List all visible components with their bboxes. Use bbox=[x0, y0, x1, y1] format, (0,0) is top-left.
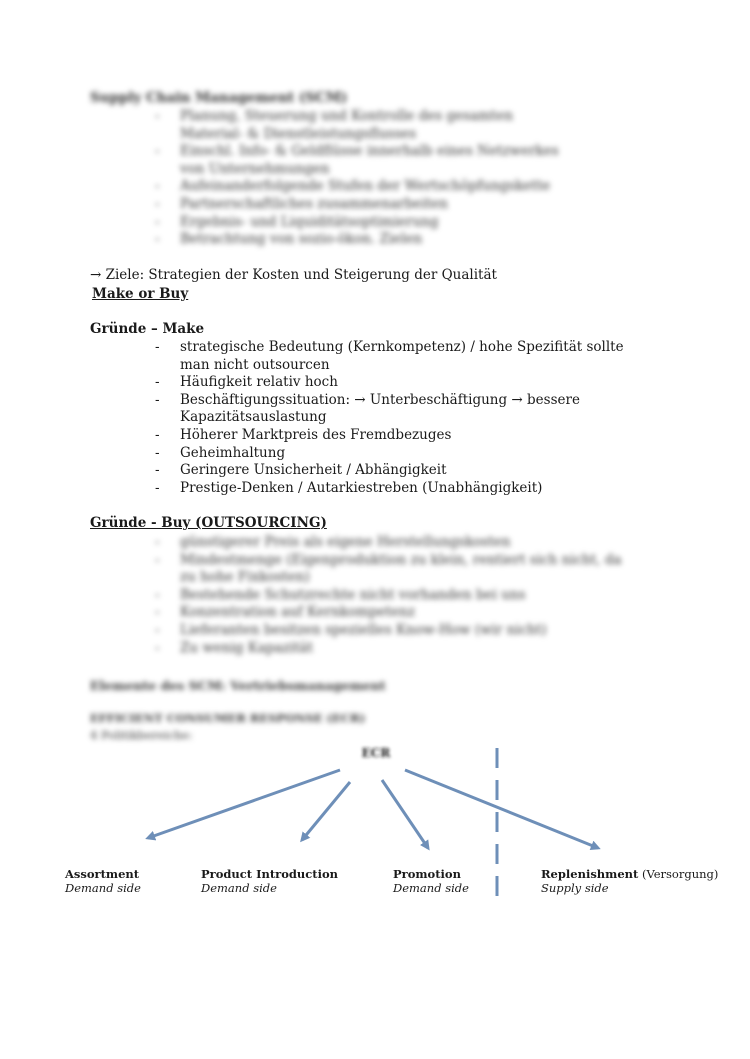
node-side: Supply side bbox=[541, 881, 609, 895]
list-item: - günstigerer Preis als eigene Herstellungskosten bbox=[155, 534, 635, 552]
list-item: - Konzentration auf Kernkompetenz bbox=[155, 604, 635, 622]
list-item: - Prestige-Denken / Autarkiestreben (Unabhängigkeit) bbox=[155, 480, 650, 498]
node-name: Promotion bbox=[393, 867, 461, 881]
goals-line: → Ziele: Strategien der Kosten und Steigerung der Qualität bbox=[90, 267, 497, 283]
list-item: - Partnerschaftliches zusammenarbeiten bbox=[155, 196, 575, 214]
make-or-buy-title: Make or Buy bbox=[92, 286, 189, 302]
node-name: Replenishment bbox=[541, 867, 639, 881]
make-heading: Gründe – Make bbox=[90, 321, 205, 337]
list-item: - Lieferanten besitzen spezielles Know-How (wir nicht) bbox=[155, 622, 635, 640]
list-item: - Häufigkeit relativ hoch bbox=[155, 374, 650, 392]
node-side: Demand side bbox=[65, 881, 141, 895]
scm-heading: Supply Chain Management (SCM) bbox=[90, 90, 348, 106]
list-item: - Einschl. Info- & Geldflüsse innerhalb eines Netzwerkes von Unternehmungen bbox=[155, 143, 575, 178]
node-extra: (Versorgung) bbox=[638, 867, 719, 881]
list-item: - Mindestmenge (Eigenproduktion zu klein, rentiert sich nicht, da zu hohe Fixkosten) bbox=[155, 552, 635, 587]
arrow-replenishment bbox=[405, 770, 598, 848]
list-item: - Zu wenig Kapazität bbox=[155, 640, 635, 658]
node-assortment bbox=[65, 867, 141, 895]
list-item: - Ergebnis- und Liquiditätsoptimierung bbox=[155, 214, 575, 232]
arrow-promotion bbox=[382, 780, 428, 848]
ecr-root-label: ECR bbox=[361, 746, 391, 760]
list-item: - Planung, Steuerung und Kontrolle des gesamten Material- & Dienstleistungsflusses bbox=[155, 108, 575, 143]
ecr-subheading: 4 Politikbereiche: bbox=[90, 728, 193, 742]
list-item: - strategische Bedeutung (Kernkompetenz) / hohe Spezifität sollte man nicht outsourcen bbox=[155, 339, 650, 374]
list-item: - Geringere Unsicherheit / Abhängigkeit bbox=[155, 462, 650, 480]
node-side: Demand side bbox=[393, 881, 469, 895]
ecr-heading: EFFICIENT CONSUMER RESPONSE (ECR) bbox=[90, 711, 366, 725]
node-replenishment bbox=[541, 867, 718, 895]
list-item: - Bestehende Schutzrechte nicht vorhanden bei uns bbox=[155, 587, 635, 605]
list-item: - Betrachtung von sozio-ökon. Zielen bbox=[155, 231, 575, 249]
node-side: Demand side bbox=[201, 881, 277, 895]
elements-heading: Elemente des SCM: Vertriebsmanagement bbox=[90, 678, 386, 693]
list-item: - Aufeinanderfolgende Stufen der Wertschöpfungskette bbox=[155, 178, 575, 196]
node-name: Assortment bbox=[65, 867, 140, 881]
arrow-product-introduction bbox=[302, 782, 350, 840]
list-item: - Höherer Marktpreis des Fremdbezuges bbox=[155, 427, 650, 445]
node-product-introduction bbox=[201, 867, 338, 895]
node-name: Product Introduction bbox=[201, 867, 338, 881]
buy-heading-text: Gründe - Buy (OUTSOURCING) bbox=[90, 515, 327, 531]
list-item: - Beschäftigungssituation: → Unterbeschäftigung → bessere Kapazitätsauslastung bbox=[155, 392, 650, 427]
node-promotion bbox=[393, 867, 469, 895]
list-item: - Geheimhaltung bbox=[155, 445, 650, 463]
